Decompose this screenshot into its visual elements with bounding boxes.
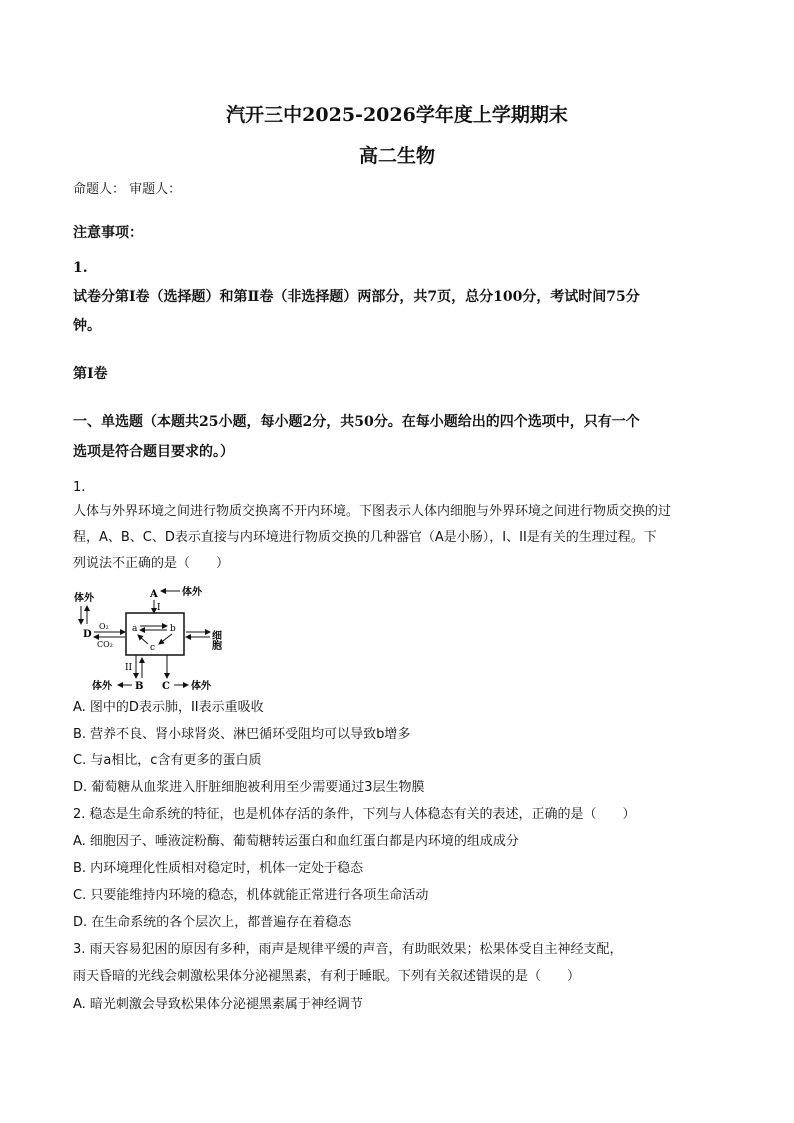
q1-number: 1. bbox=[73, 480, 86, 495]
process-I: I bbox=[157, 603, 161, 613]
process-II: II bbox=[125, 663, 133, 673]
q2-option-a: A. 细胞因子、唾液淀粉酶、葡萄糖转运蛋白和血红蛋白都是内环境的组成成分 bbox=[73, 834, 519, 849]
school-title: 汽开三中2025-2026学年度上学期期末 bbox=[226, 104, 568, 126]
q1-option-b: B. 营养不良、肾小球肾炎、淋巴循环受阻均可以导致b增多 bbox=[73, 727, 411, 742]
node-b: b bbox=[170, 624, 176, 634]
node-D: D bbox=[83, 629, 92, 640]
q2-stem: 2. 稳态是生命系统的特征，也是机体存活的条件，下列与人体稳态有关的表述，正确的是（ ） bbox=[73, 807, 636, 822]
q1-exchange-diagram bbox=[70, 580, 240, 695]
q3-stem-line1: 3. 雨天容易犯困的原因有多种，雨声是规律平缓的声音，有助眠效果；松果体受自主神经支配， bbox=[73, 942, 623, 957]
q1-option-d: D. 葡萄糖从血浆进入肝脏细胞被利用至少需要通过3层生物膜 bbox=[73, 780, 425, 795]
q2-option-b: B. 内环境理化性质相对稳定时，机体一定处于稳态 bbox=[73, 861, 364, 876]
q1-stem-line2: 程，A、B、C、D表示直接与内环境进行物质交换的几种器官（A是小肠），I、II是有关的生理过程。下 bbox=[73, 530, 657, 545]
subject-title: 高二生物 bbox=[358, 145, 435, 167]
outside-label-bottom-right: 体外 bbox=[191, 681, 211, 692]
node-c: c bbox=[150, 643, 156, 653]
q1-stem-line1: 人体与外界环境之间进行物质交换离不开内环境。下图表示人体内细胞与外界环境之间进行物质交换的过 bbox=[73, 504, 672, 519]
notice-item-line2: 钟。 bbox=[73, 318, 101, 334]
authors-line: 命题人： 审题人： bbox=[73, 182, 182, 197]
node-B: B bbox=[135, 681, 144, 692]
notice-item-line1: 试卷分第Ⅰ卷（选择题）和第Ⅱ卷（非选择题）两部分，共7页，总分100分，考试时间75分 bbox=[73, 289, 640, 305]
outside-label-bottom-left: 体外 bbox=[92, 681, 112, 692]
outside-label-left: 体外 bbox=[74, 593, 94, 604]
node-C: C bbox=[162, 681, 170, 692]
q3-stem-line2: 雨天昏暗的光线会刺激松果体分泌褪黑素，有利于睡眠。下列有关叙述错误的是（ ） bbox=[73, 969, 581, 984]
q2-option-c: C. 只要能维持内环境的稳态，机体就能正常进行各项生命活动 bbox=[73, 888, 429, 903]
part-label: 第Ⅰ卷 bbox=[73, 366, 108, 382]
q2-option-d: D. 在生命系统的各个层次上，都普遍存在着稳态 bbox=[73, 915, 352, 930]
cell-label: 细胞 bbox=[209, 630, 221, 650]
q1-option-a: A. 图中的D表示肺，II表示重吸收 bbox=[73, 700, 264, 715]
node-A: A bbox=[150, 589, 158, 600]
q3-option-a: A. 暗光刺激会导致松果体分泌褪黑素属于神经调节 bbox=[73, 997, 363, 1012]
gas-O2: O₂ bbox=[99, 622, 109, 631]
gas-CO2: CO₂ bbox=[97, 640, 113, 649]
notice-item-number: 1. bbox=[73, 260, 88, 276]
outside-label-top: 体外 bbox=[182, 587, 202, 598]
section-heading-line1: 一、单选题（本题共25小题，每小题2分，共50分。在每小题给出的四个选项中，只有一个 bbox=[73, 414, 640, 430]
notice-heading: 注意事项： bbox=[73, 225, 143, 241]
q1-stem-line3: 列说法不正确的是（ ） bbox=[73, 556, 230, 571]
section-heading-line2: 选项是符合题目要求的。） bbox=[73, 444, 234, 460]
q1-option-c: C. 与a相比，c含有更多的蛋白质 bbox=[73, 753, 262, 768]
node-a: a bbox=[132, 624, 138, 634]
